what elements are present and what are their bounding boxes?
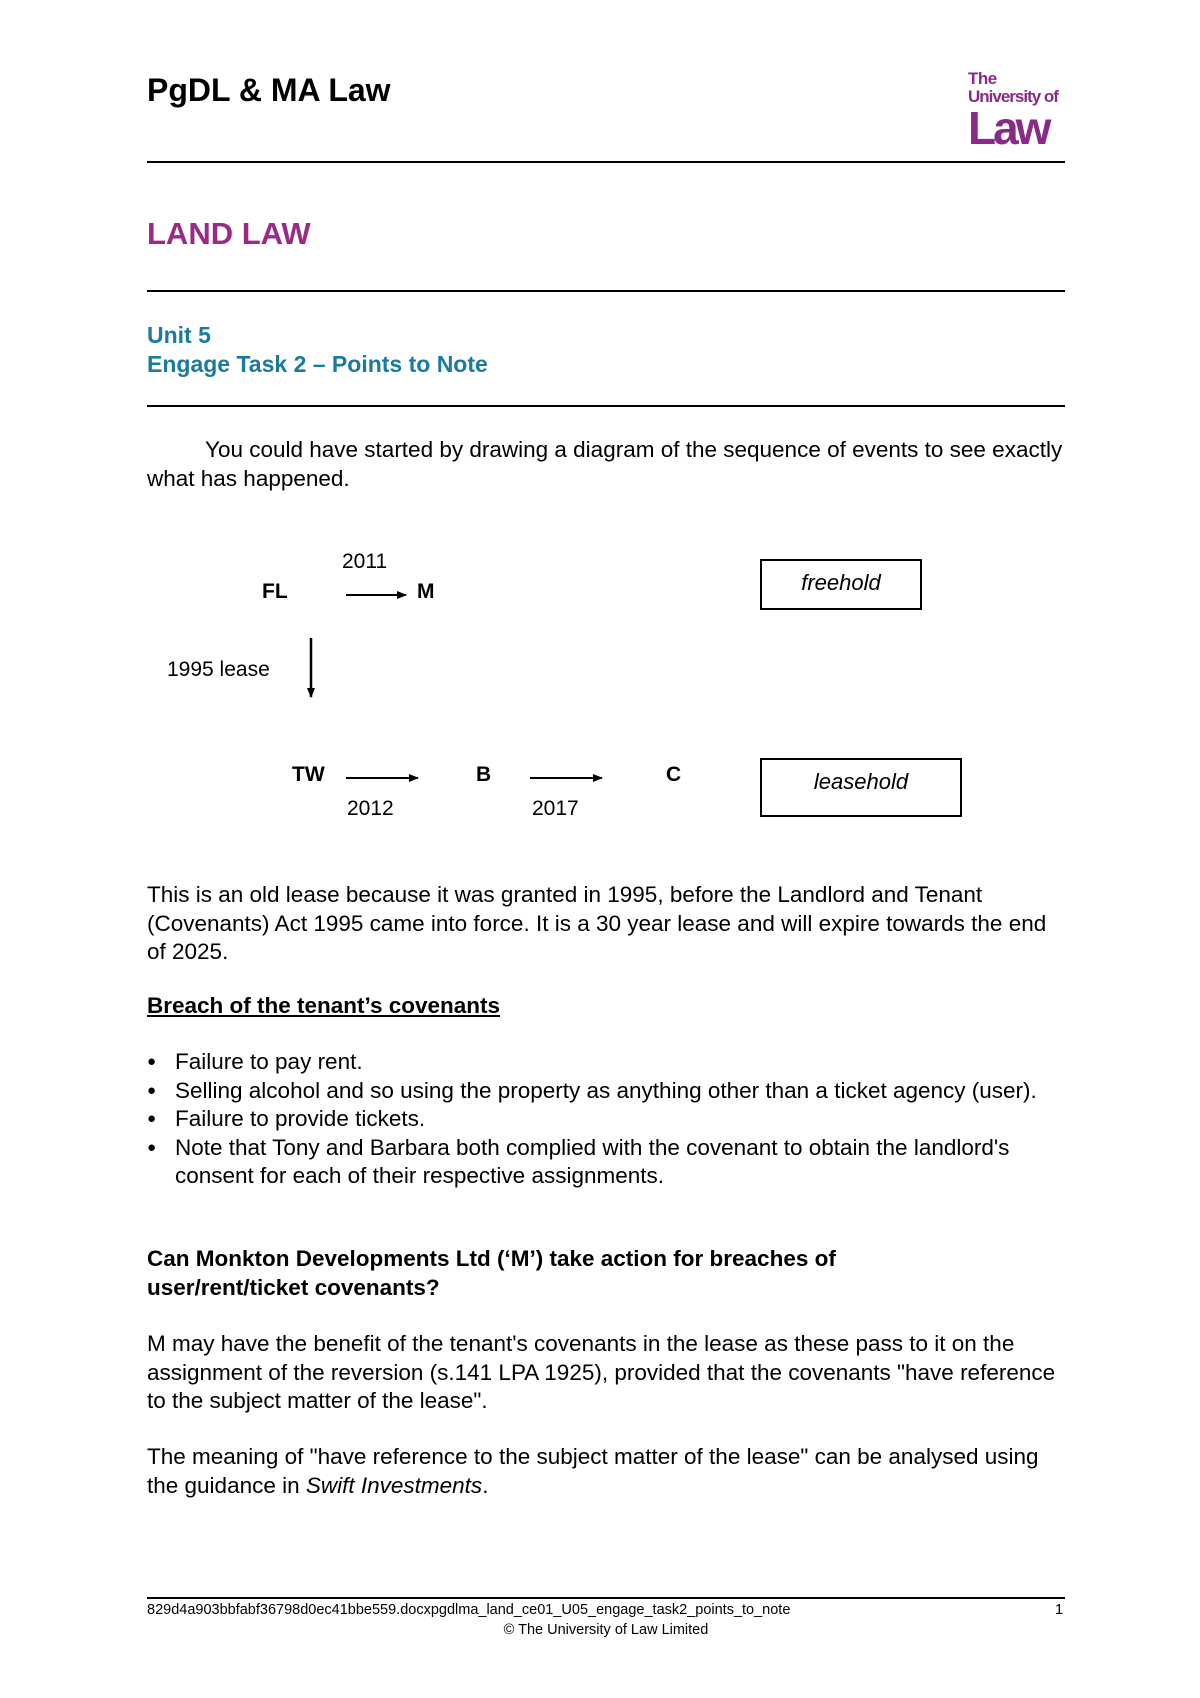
freehold-box — [760, 559, 922, 610]
meaning-end: . — [482, 1472, 489, 1498]
breach-item-consent: ● Note that Tony and Barbara both complied with the covenant to obtain the landlord's consent for each of their respective assignments. — [147, 1134, 1067, 1191]
case-name: Swift Investments — [305, 1472, 483, 1498]
unit-heading — [147, 321, 488, 379]
logo-line-2: University of — [968, 87, 1058, 106]
unit-divider — [147, 405, 1065, 407]
course-title: PgDL & MA Law — [147, 72, 391, 108]
party-c: C — [666, 763, 682, 786]
page-number: 1 — [1055, 1602, 1064, 1618]
year-2011: 2011 — [342, 550, 388, 573]
party-b: B — [476, 763, 492, 786]
footer-divider — [147, 1597, 1065, 1599]
year-2012: 2012 — [347, 797, 394, 820]
benefit-paragraph: M may have the benefit of the tenant's covenants in the lease as these pass to it on the assignment of the reversion (s.141 LPA 1925), provided that the covenants "have reference to the subject matter of the lease". — [147, 1331, 1056, 1413]
breach-item-user: ● Selling alcohol and so using the property as anything other than a ticket agency (user). — [147, 1077, 1067, 1106]
party-fl: FL — [262, 580, 288, 603]
meaning-paragraph — [147, 1443, 1067, 1500]
old-lease-paragraph: This is an old lease because it was granted in 1995, before the Landlord and Tenant (Covenants) Act 1995 came into force. It is a 30 year lease and will expire towards the end of 2025. — [147, 882, 1047, 964]
task-title: Engage Task 2 – Points to Note — [147, 351, 488, 377]
logo-line-1: The — [968, 69, 997, 88]
footer-filename: 829d4a903bbfabf36798d0ec41bbe559.docxpgdlma_land_ce01_U05_engage_task2_points_to_note — [147, 1602, 791, 1618]
intro-paragraph: You could have started by drawing a diagram of the sequence of events to see exactly what has happened. — [147, 437, 1063, 491]
meaning-text: The meaning of "have reference to the subject matter of the lease" can be analysed using the guidance in — [147, 1444, 1039, 1498]
leasehold-label: leasehold — [813, 769, 909, 794]
title-divider — [147, 290, 1065, 292]
breach-heading: Breach of the tenant’s covenants — [147, 993, 501, 1018]
lease-label: 1995 lease — [167, 658, 270, 681]
breach-list — [147, 1048, 1067, 1191]
subject-title: LAND LAW — [147, 216, 311, 251]
unit-number: Unit 5 — [147, 322, 211, 348]
breach-item-rent: ● Failure to pay rent. — [147, 1048, 1067, 1077]
freehold-label: freehold — [801, 570, 881, 595]
breach-item-tickets: ● Failure to provide tickets. — [147, 1105, 1067, 1134]
footer-copyright: © The University of Law Limited — [503, 1622, 709, 1638]
university-logo — [968, 69, 1058, 154]
logo-line-3: Law — [968, 102, 1049, 154]
events-diagram — [0, 540, 1200, 830]
diagram-arrows — [0, 540, 1200, 830]
year-2017: 2017 — [532, 797, 579, 820]
question-heading: Can Monkton Developments Ltd (‘M’) take action for breaches of user/rent/ticket covenants? — [147, 1246, 836, 1300]
party-m: M — [417, 580, 435, 603]
header-divider — [147, 161, 1065, 163]
party-tw: TW — [292, 763, 325, 786]
leasehold-box — [760, 758, 962, 817]
